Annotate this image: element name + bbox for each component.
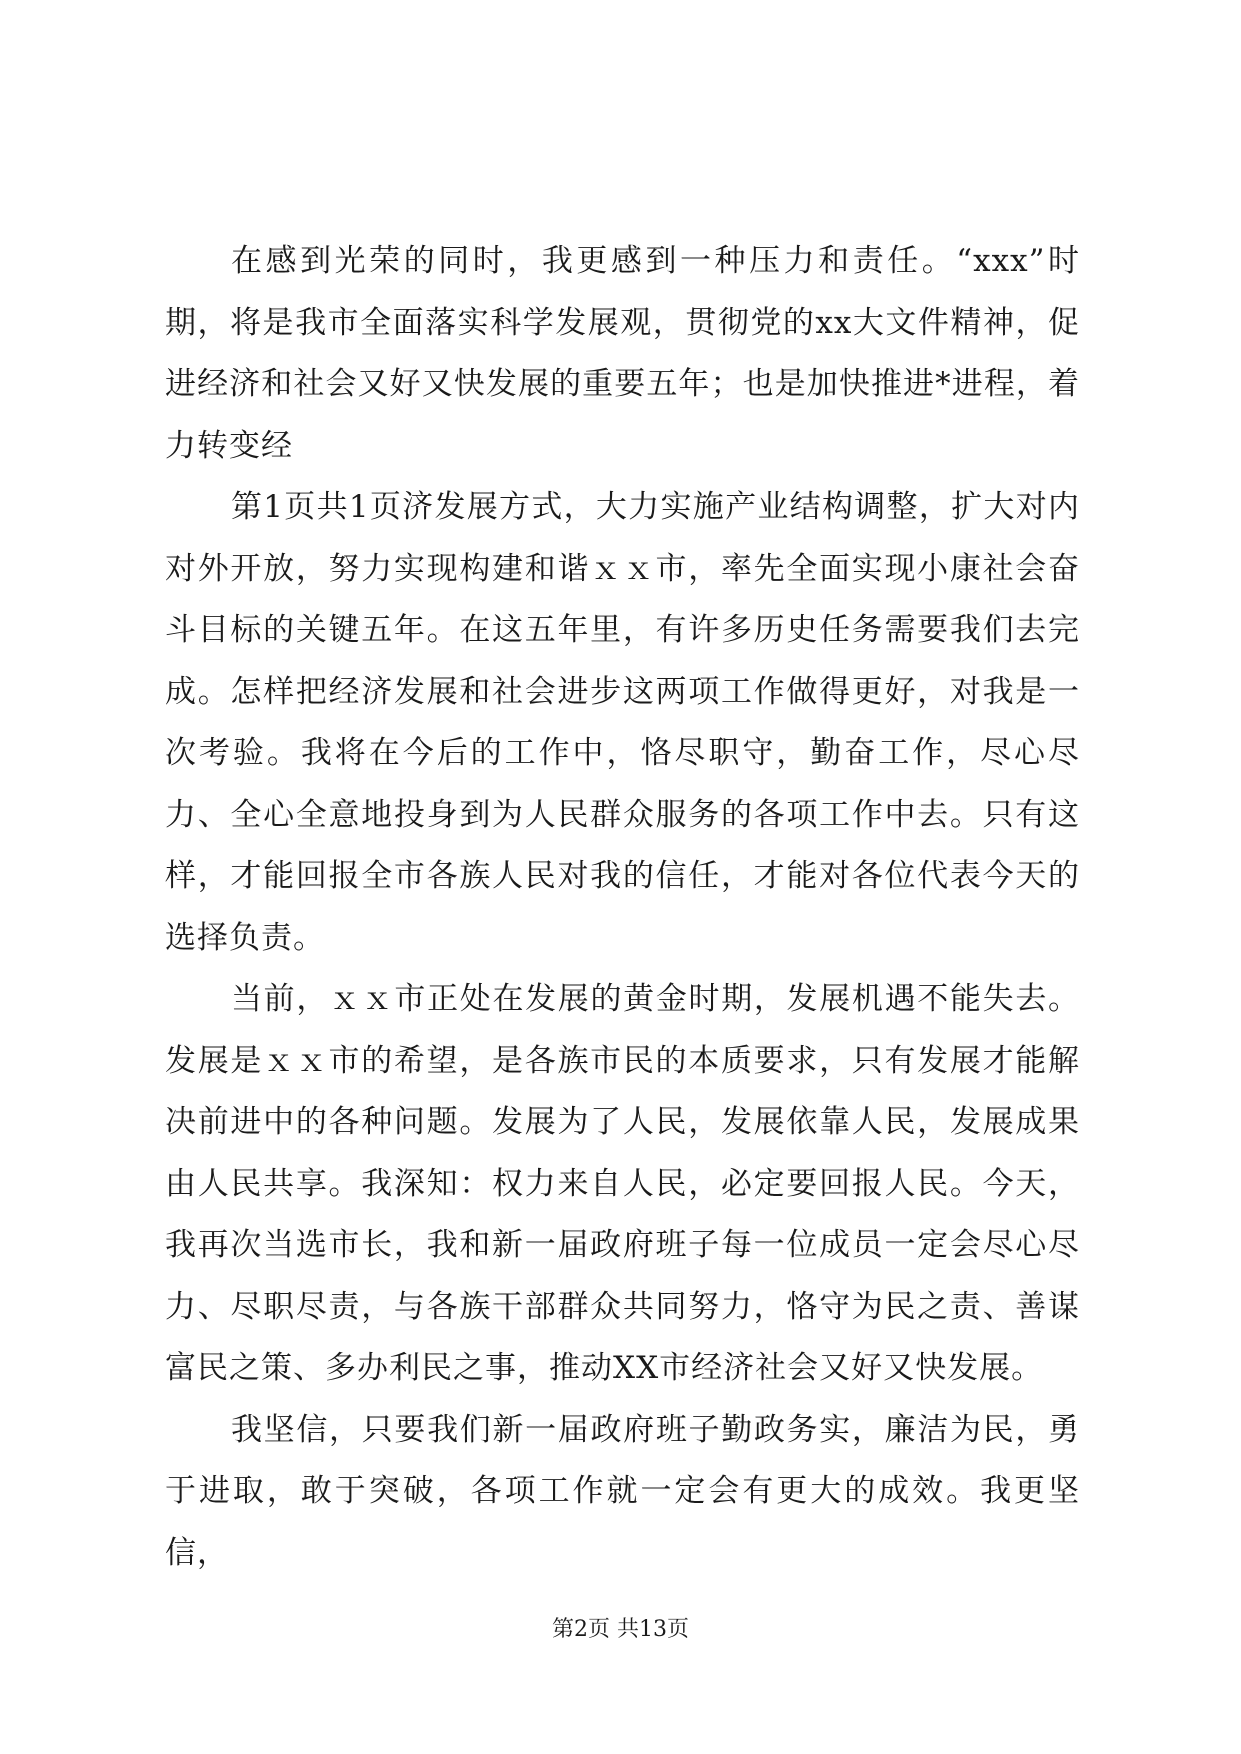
- paragraph-1: 在感到光荣的同时，我更感到一种压力和责任。“xxx”时期，将是我市全面落实科学发展观，贯彻党的xx大文件精神，促进经济和社会又好又快发展的重要五年；也是加快推进*进程，着力转变经: [165, 243, 1080, 464]
- document-body: [165, 231, 1080, 1584]
- paragraph-2: 第1页共1页济发展方式，大力实施产业结构调整，扩大对内对外开放，努力实现构建和谐ｘｘ市，率先全面实现小康社会奋斗目标的关键五年。在这五年里，有许多历史任务需要我们去完成。怎样把经济发展和社会进步这两项工作做得更好，对我是一次考验。我将在今后的工作中，恪尽职守，勤奋工作，尽心尽力、全心全意地投身到为人民群众服务的各项工作中去。只有这样，才能回报全市各族人民对我的信任，才能对各位代表今天的选择负责。: [165, 489, 1080, 956]
- paragraph-4: 我坚信，只要我们新一届政府班子勤政务实，廉洁为民，勇于进取，敢于突破，各项工作就一定会有更大的成效。我更坚信，: [165, 1411, 1080, 1571]
- paragraph-3: 当前，ｘｘ市正处在发展的黄金时期，发展机遇不能失去。发展是ｘｘ市的希望，是各族市民的本质要求，只有发展才能解决前进中的各种问题。发展为了人民，发展依靠人民，发展成果由人民共享。我深知：权力来自人民，必定要回报人民。今天，我再次当选市长，我和新一届政府班子每一位成员一定会尽心尽力、尽职尽责，与各族干部群众共同努力，恪守为民之责、善谋富民之策、多办利民之事，推动XX市经济社会又好又快发展。: [165, 981, 1080, 1386]
- page-number-footer: 第2页 共13页: [552, 1617, 689, 1642]
